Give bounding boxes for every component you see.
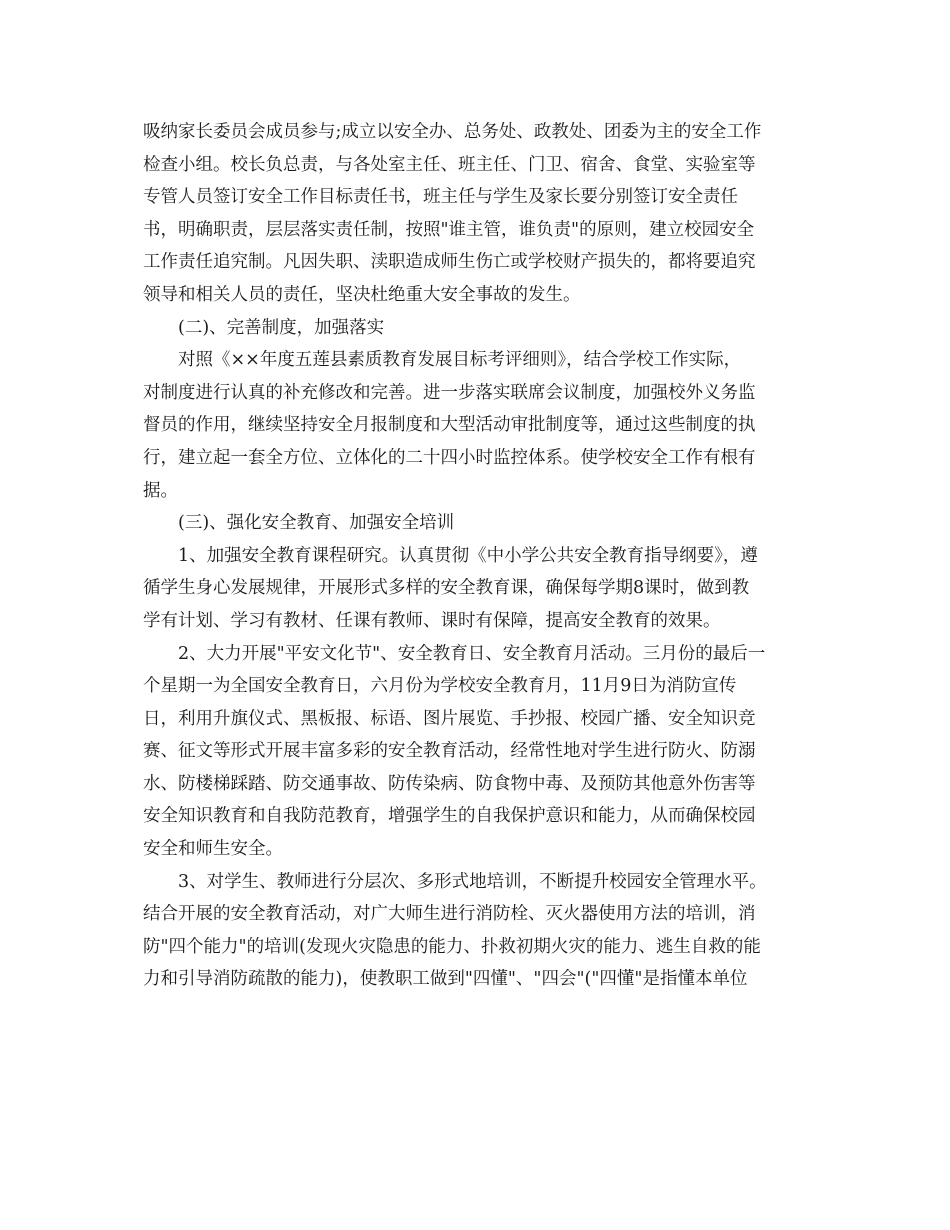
- text-line: 循学生身心发展规律，开展形式多样的安全教育课，确保每学期8课时，做到教: [143, 578, 750, 599]
- text-line: 防"四个能力"的培训(发现火灾隐患的能力、扑救初期火灾的能力、逃生自救的能: [143, 936, 761, 957]
- text-line: 个星期一为全国安全教育日，六月份为学校安全教育月，11月9日为消防宣传: [143, 676, 737, 697]
- text-line: 学有计划、学习有教材、任课有教师、课时有保障，提高安全教育的效果。: [143, 610, 721, 631]
- text-line: 对制度进行认真的补充修改和完善。进一步落实联席会议制度，加强校外义务监: [143, 382, 756, 403]
- text-line: 结合开展的安全教育活动，对广大师生进行消防栓、灭火器使用方法的培训，消: [143, 904, 756, 925]
- text-line: 检查小组。校长负总责，与各处室主任、班主任、门卫、宿舍、食堂、实验室等: [143, 154, 756, 175]
- text-line: 书，明确职责，层层落实责任制，按照"谁主管，谁负责"的原则，建立校园安全: [143, 219, 755, 240]
- text-line: 1、加强安全教育课程研究。认真贯彻《中小学公共安全教育指导纲要》，遵: [178, 545, 758, 566]
- text-line: 水、防楼梯踩踏、防交通事故、防传染病、防食物中毒、及预防其他意外伤害等: [143, 773, 756, 794]
- text-line: 领导和相关人员的责任，坚决杜绝重大安全事故的发生。: [143, 284, 581, 305]
- text-line: (二)、完善制度，加强落实: [178, 317, 385, 338]
- document-body: [143, 116, 815, 996]
- text-line: 3、对学生、教师进行分层次、多形式地培训，不断提升校园安全管理水平。: [178, 871, 767, 892]
- text-line: 安全和师生安全。: [143, 839, 283, 860]
- text-line: 行，建立起一套全方位、立体化的二十四小时监控体系。使学校安全工作有根有: [143, 447, 756, 468]
- text-line: 赛、征文等形式开展丰富多彩的安全教育活动，经常性地对学生进行防火、防溺: [143, 741, 756, 762]
- text-line: 日，利用升旗仪式、黑板报、标语、图片展览、手抄报、校园广播、安全知识竞: [143, 708, 756, 729]
- text-line: 据。: [143, 480, 178, 501]
- text-line: 2、大力开展"平安文化节"、安全教育日、安全教育月活动。三月份的最后一: [178, 643, 766, 664]
- text-line: (三)、强化安全教育、加强安全培训: [178, 513, 455, 534]
- text-line: 吸纳家长委员会成员参与;成立以安全办、总务处、政教处、团委为主的安全工作: [143, 122, 762, 142]
- text-line: 安全知识教育和自我防范教育，增强学生的自我保护意识和能力，从而确保校园: [143, 806, 756, 827]
- text-line: 对照《××年度五莲县素质教育发展目标考评细则》，结合学校工作实际，: [178, 350, 742, 371]
- text-line: 专管人员签订安全工作目标责任书，班主任与学生及家长要分别签订安全责任: [143, 187, 738, 208]
- text-line: 督员的作用，继续坚持安全月报制度和大型活动审批制度等，通过这些制度的执: [143, 415, 756, 436]
- text-line: 工作责任追究制。凡因失职、渎职造成师生伤亡或学校财产损失的，都将要追究: [143, 252, 756, 273]
- text-line: 力和引导消防疏散的能力)，使教职工做到"四懂"、"四会"("四懂"是指懂本单位: [143, 969, 748, 990]
